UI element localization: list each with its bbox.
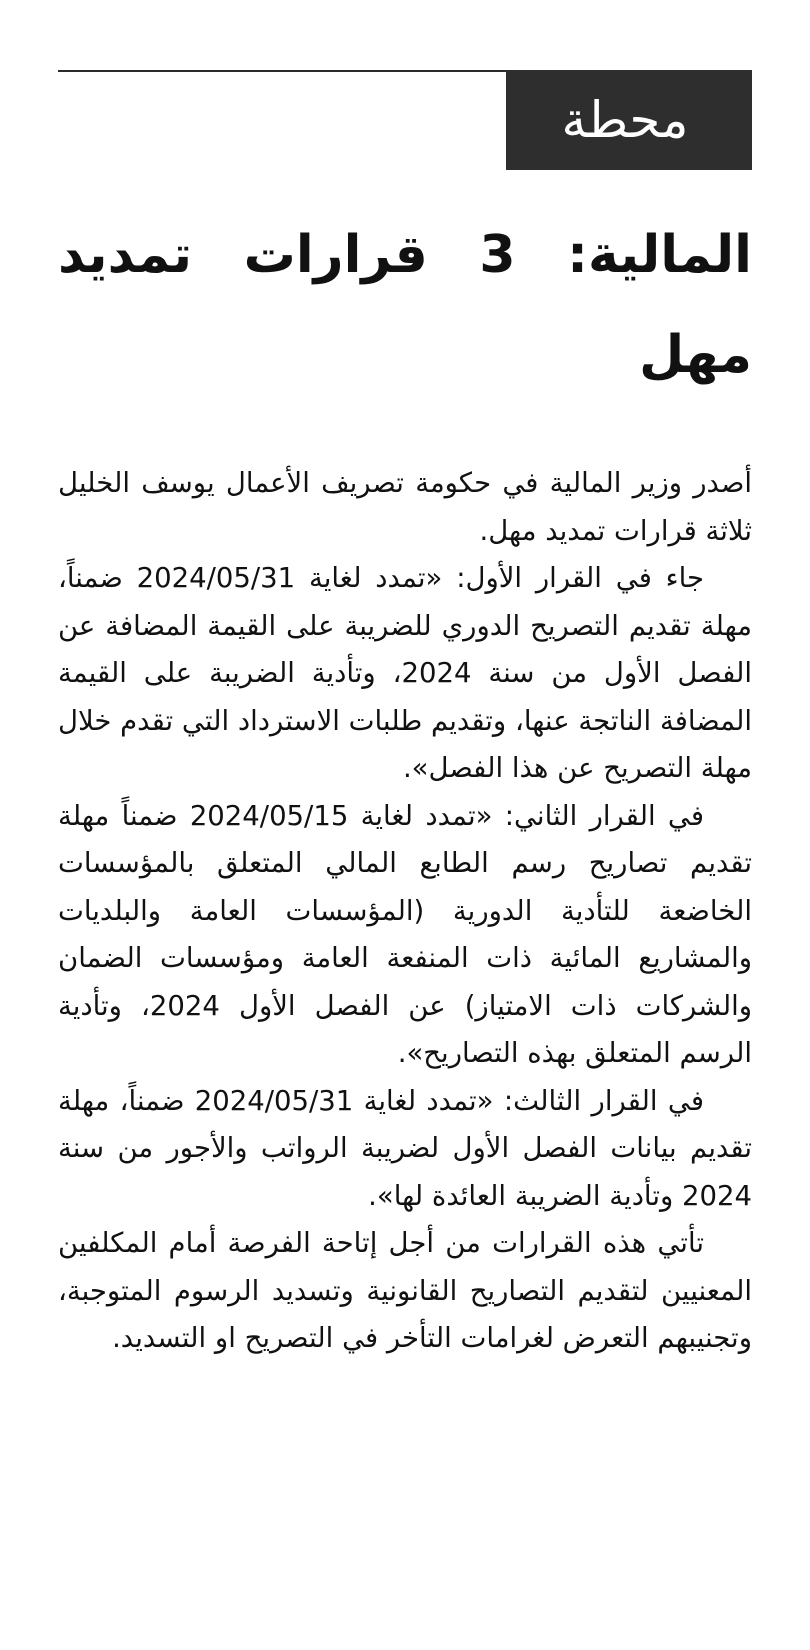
paragraph-decision-1: جاء في القرار الأول: «تمدد لغاية 2024/05/31 ضمناً، مهلة تقديم التصريح الدوري للضريبة على القيمة المضافة عن الفصل الأول من سنة 2024، وتأدية الضريبة على القيمة المضافة الناتجة عنها، وتقديم طلبات الاسترداد التي تقدم خلال مهلة التصريح عن هذا الفصل». [58,562,752,784]
section-label: محطة [506,70,752,170]
paragraph-decision-2: في القرار الثاني: «تمدد لغاية 2024/05/15 ضمناً مهلة تقديم تصاريح رسم الطابع المالي المتعلق بالمؤسسات الخاضعة للتأدية الدورية (المؤسسات العامة والبلديات والمشاريع المائية ذات المنفعة العامة ومؤسسات الضمان والشركات ذات الامتياز) عن الفصل الأول 2024، وتأدية الرسم المتعلق بهذه التصاريح». [58,799,752,1069]
paragraph-conclusion: تأتي هذه القرارات من أجل إتاحة الفرصة أمام المكلفين المعنيين لتقديم التصاريح القانونية وتسديد الرسوم المتوجبة، وتجنيبهم التعرض لغرامات التأخر في التصريح او التسديد. [58,1227,752,1354]
article-headline: المالية: 3 قرارات تمديد مهل [58,225,752,385]
paragraph-decision-3: في القرار الثالث: «تمدد لغاية 2024/05/31 ضمناً، مهلة تقديم بيانات الفصل الأول لضريبة الرواتب والأجور من سنة 2024 وتأدية الضريبة العائدة لها». [58,1084,752,1212]
paragraph-intro: أصدر وزير المالية في حكومة تصريف الأعمال يوسف الخليل ثلاثة قرارات تمديد مهل. [58,467,752,547]
article-body [58,460,752,1363]
news-article [58,70,752,1363]
